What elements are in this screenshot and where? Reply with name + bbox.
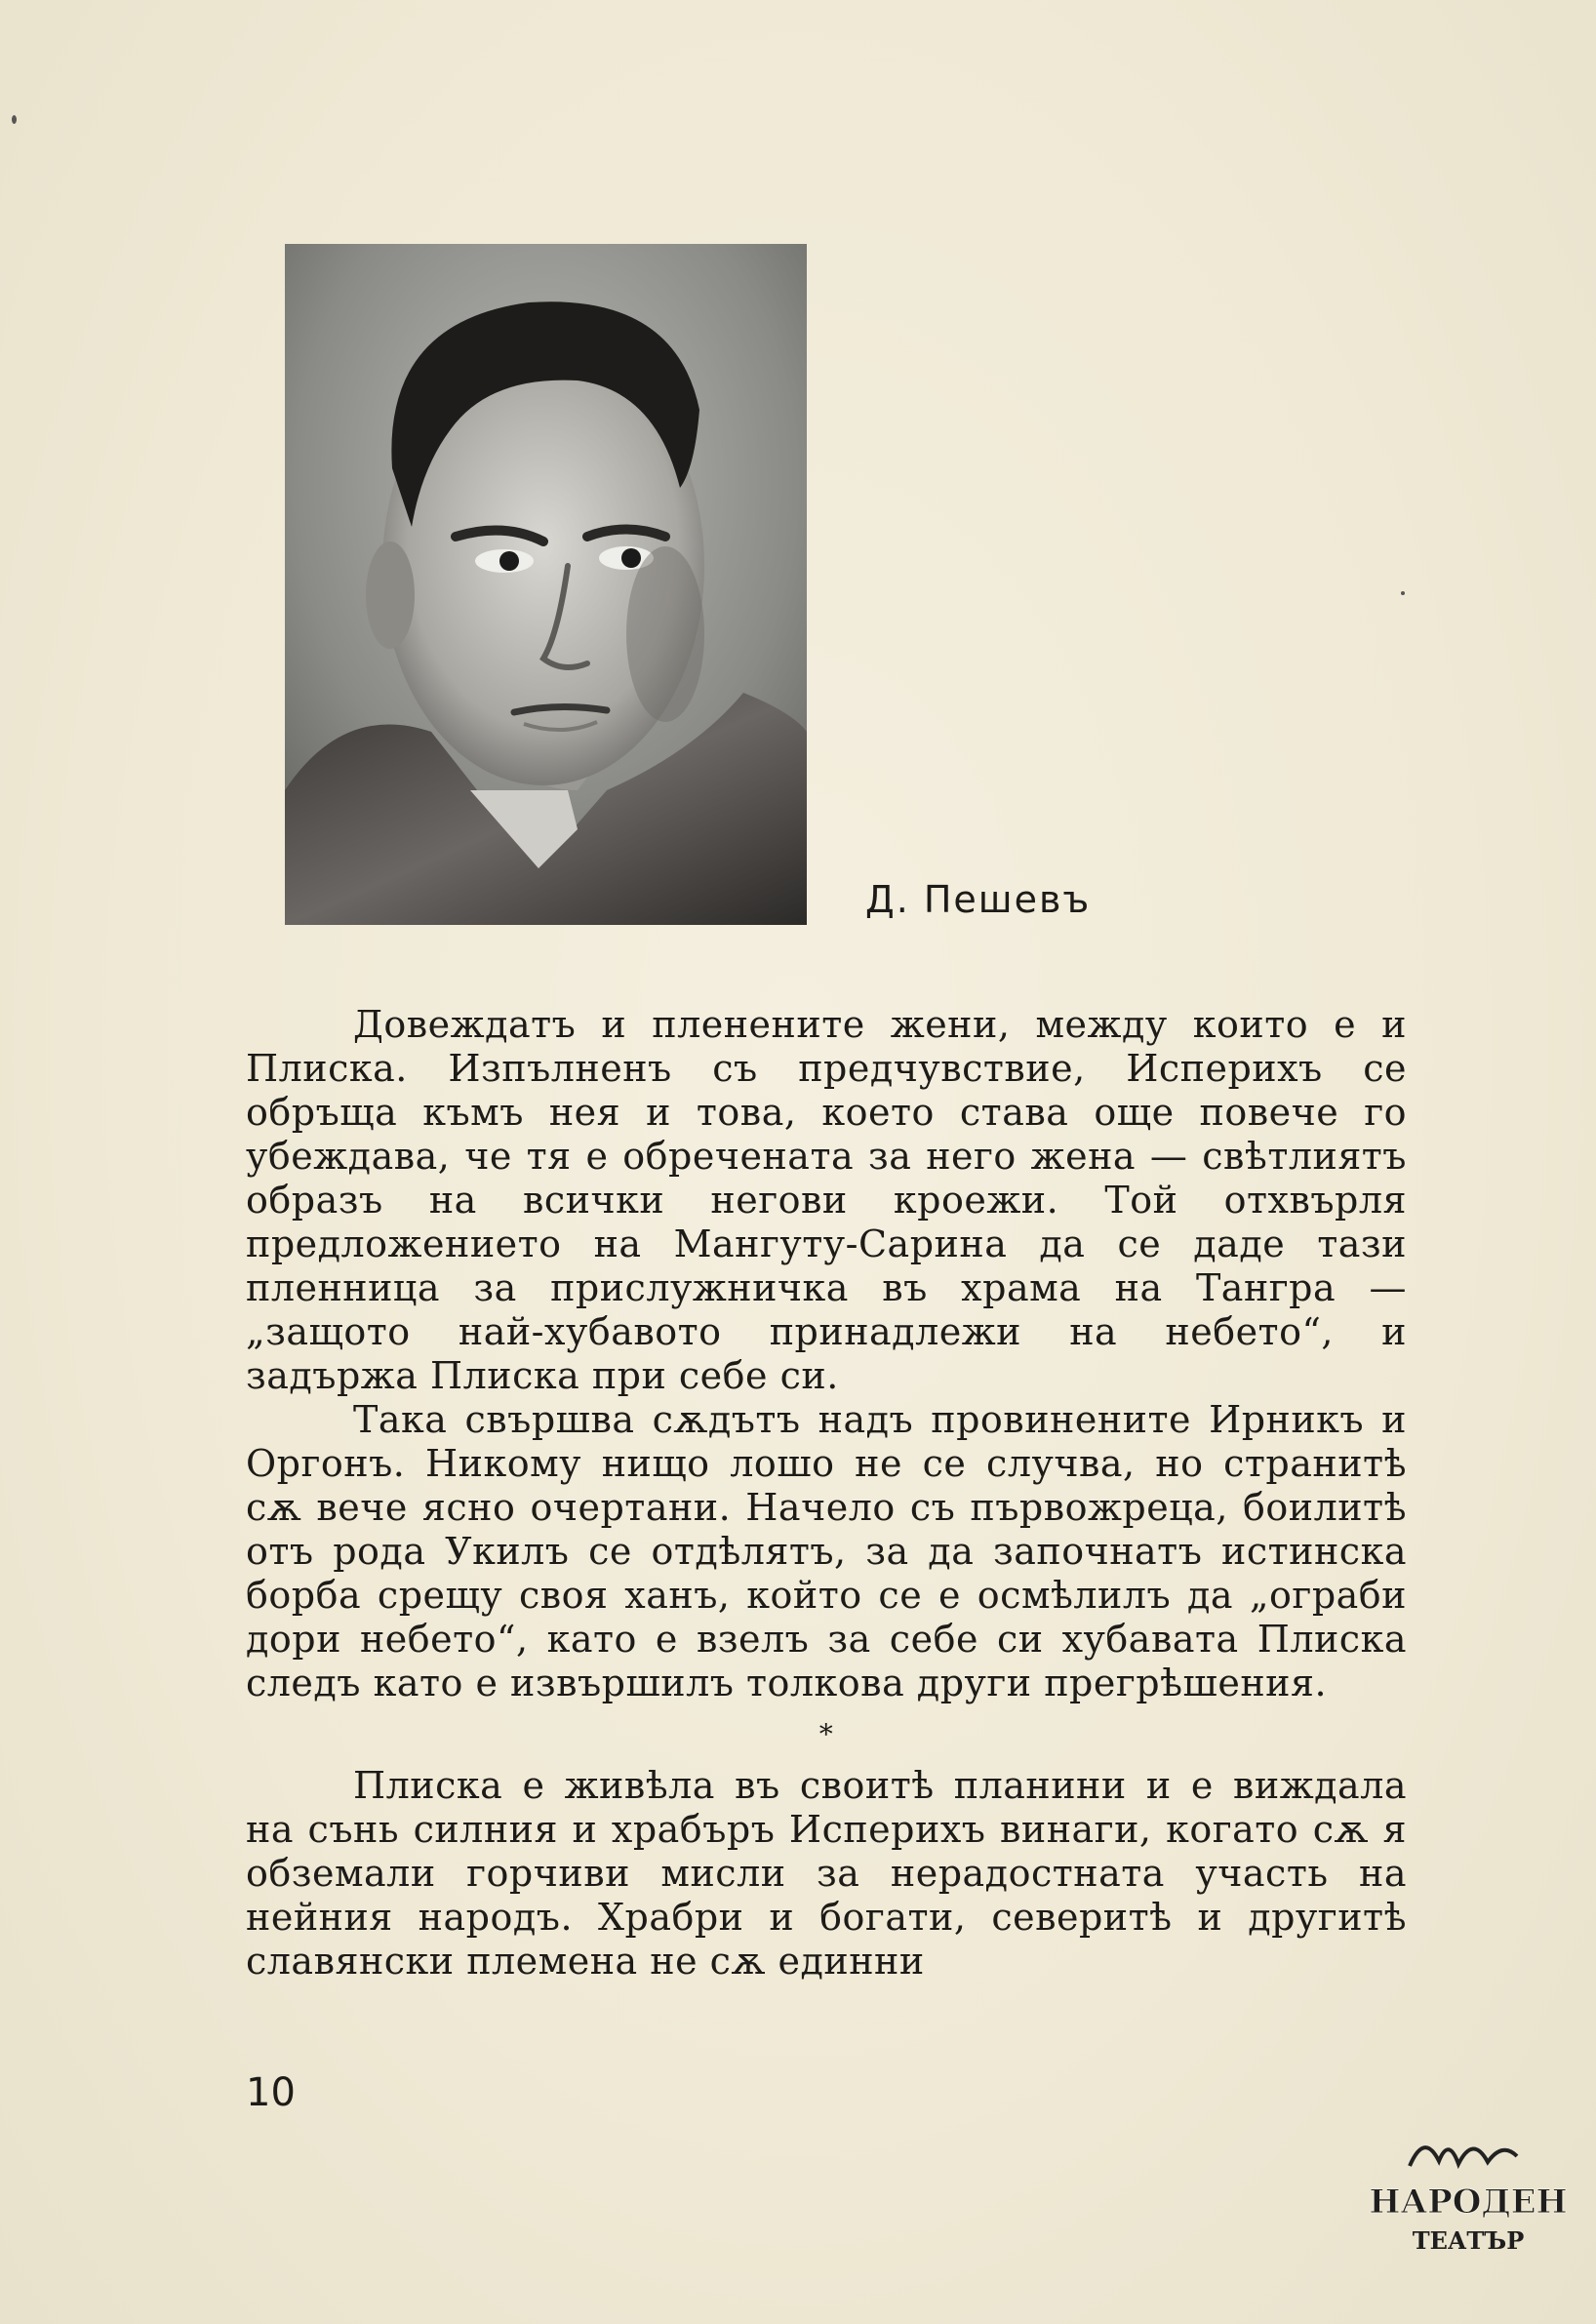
section-separator: * [818, 1718, 834, 1750]
paragraph: Плиска е живѣла въ своитѣ планини и е виждала на сънь силния и храбъръ Исперихъ винаги, когато сѫ я обземали горчиви мисли за нерадостната участь на нейния народъ. Храбри и богати, северитѣ и другитѣ славянски племена не сѫ единни [246, 1764, 1407, 1983]
svg-text:ТЕАТЪР: ТЕАТЪР [1412, 2226, 1525, 2255]
article-body [246, 1003, 1407, 1983]
paper-speck [1401, 591, 1405, 595]
paper-speck [12, 115, 17, 124]
photo-caption: Д. Пешевъ [865, 878, 1092, 921]
paragraph: Така свършва сѫдътъ надъ провинените Ирникъ и Оргонъ. Никому нищо лошо не се случва, но странитѣ сѫ вече ясно очертани. Начело съ първожреца, боилитѣ отъ рода Укилъ се отдѣлятъ, за да започнатъ истинска борба срещу своя ханъ, който се е осмѣлилъ да „ограби дори небето“, като е взелъ за себе си хубавата Плиска следъ като е извършилъ толкова други прегрѣшения. [246, 1398, 1407, 1704]
portrait-photo [285, 244, 807, 925]
page-number: 10 [246, 2070, 296, 2115]
theatre-stamp [1369, 2127, 1568, 2273]
svg-text:НАРОДЕН: НАРОДЕН [1369, 2183, 1568, 2222]
paragraph: Довеждатъ и пленените жени, между които е и Плиска. Изпълненъ съ предчувствие, Исперихъ се обръща къмъ нея и това, което става още повече го убеждава, че тя е обречената за него жена — свѣтлиятъ образъ на всички негови кроежи. Той отхвърля предложението на Мангуту-Сарина да се даде тази пленница за прислужничка въ храма на Тангра — „защото най-хубавото принадлежи на небето“, и задържа Плиска при себе си. [246, 1003, 1407, 1397]
